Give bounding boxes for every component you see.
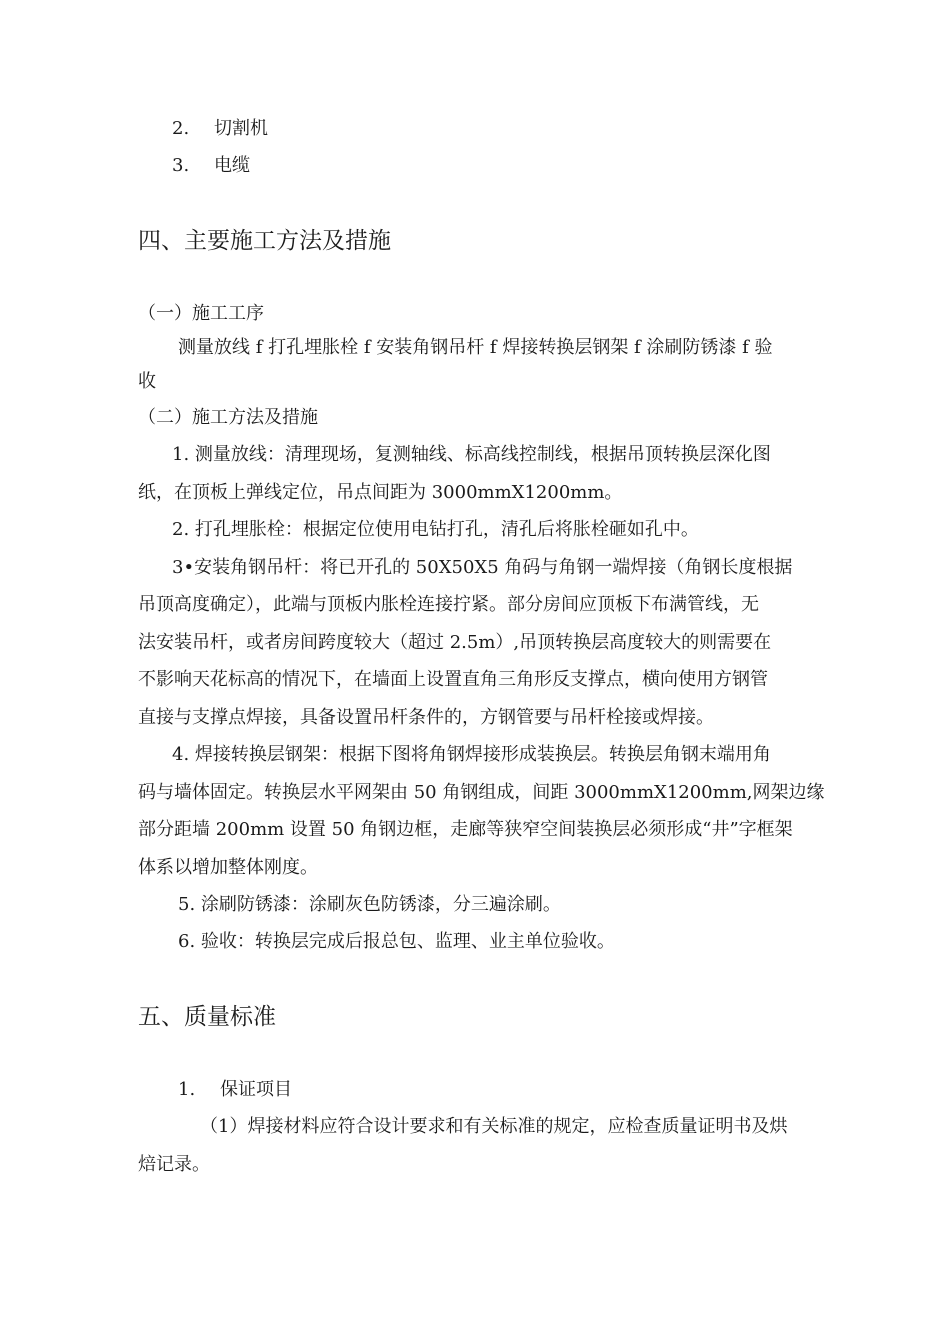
subheading-process: （一）施工工序 xyxy=(138,303,264,324)
process-flow-line-cont: 收 xyxy=(138,371,156,392)
process-flow-line: 测量放线 f 打孔埋胀栓 f 安装角钢吊杆 f 焊接转换层钢架 f 涂刷防锈漆 f 验 xyxy=(178,337,773,358)
list-number: 1. xyxy=(178,1079,196,1100)
list-text: 保证项目 xyxy=(220,1079,292,1100)
section-heading-quality-standards: 五、质量标准 xyxy=(138,1004,276,1030)
method-item-3-cont: 法安装吊杆，或者房间跨度较大（超过 2.5m）,吊顶转换层高度较大的则需要在 xyxy=(138,632,772,653)
method-item-4-cont: 部分距墙 200mm 设置 50 角钢边框，走廊等狭窄空间装换层必须形成“井”字框架 xyxy=(138,819,793,840)
method-item-1: 1. 测量放线：清理现场，复测轴线、标高线控制线，根据吊顶转换层深化图 xyxy=(172,444,771,465)
list-text: 电缆 xyxy=(214,155,250,176)
quality-paragraph-1: （1）焊接材料应符合设计要求和有关标准的规定，应检查质量证明书及烘 xyxy=(200,1116,788,1137)
section-heading-construction-methods: 四、主要施工方法及措施 xyxy=(138,228,391,254)
method-item-4-cont: 码与墙体固定。转换层水平网架由 50 角钢组成，间距 3000mmX1200mm,网架边缘 xyxy=(138,782,825,803)
method-item-2: 2. 打孔埋胀栓：根据定位使用电钻打孔，清孔后将胀栓砸如孔中。 xyxy=(172,519,699,540)
list-item-cutting-machine xyxy=(172,117,268,141)
list-number: 2. xyxy=(172,118,190,139)
quality-paragraph-1-cont: 焙记录。 xyxy=(138,1154,210,1175)
quality-list-item-1 xyxy=(178,1078,292,1102)
subheading-methods: （二）施工方法及措施 xyxy=(138,407,318,428)
method-item-5: 5. 涂刷防锈漆：涂刷灰色防锈漆，分三遍涂刷。 xyxy=(178,894,561,915)
method-item-1-cont: 纸，在顶板上弹线定位，吊点间距为 3000mmX1200mm。 xyxy=(138,482,623,503)
method-item-4-cont: 体系以增加整体刚度。 xyxy=(138,857,318,878)
method-item-3-cont: 直接与支撑点焊接，具备设置吊杆条件的，方钢管要与吊杆栓接或焊接。 xyxy=(138,707,714,728)
method-item-4: 4. 焊接转换层钢架：根据下图将角钢焊接形成装换层。转换层角钢末端用角 xyxy=(172,744,771,765)
list-number: 3. xyxy=(172,155,190,176)
list-item-cable xyxy=(172,154,250,178)
method-item-3-cont: 不影响天花标高的情况下，在墙面上设置直角三角形反支撑点，横向使用方钢管 xyxy=(138,669,768,690)
method-item-3: 3•安装角钢吊杆：将已开孔的 50X50X5 角码与角钢一端焊接（角钢长度根据 xyxy=(172,557,793,578)
list-text: 切割机 xyxy=(214,118,268,139)
method-item-6: 6. 验收：转换层完成后报总包、监理、业主单位验收。 xyxy=(178,931,615,952)
method-item-3-cont: 吊顶高度确定），此端与顶板内胀栓连接拧紧。部分房间应顶板下布满管线，无 xyxy=(138,594,759,615)
